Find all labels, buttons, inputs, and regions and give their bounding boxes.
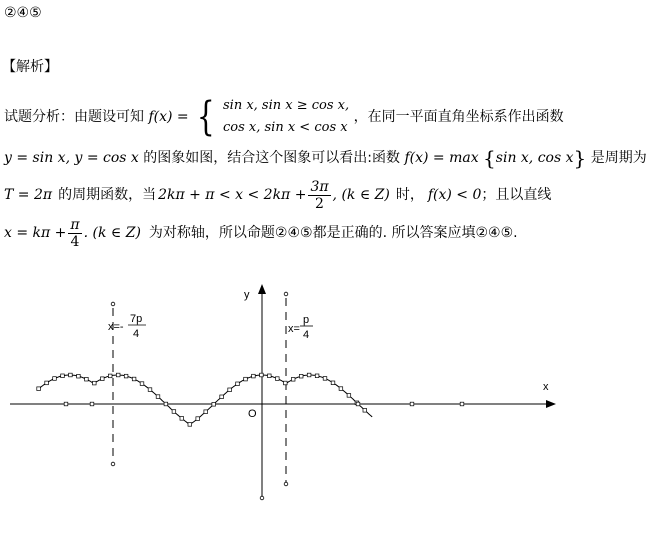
curve-marker <box>220 395 224 399</box>
x-axis-label: x <box>543 381 549 393</box>
axis-marker <box>460 402 464 406</box>
curve-marker <box>101 377 105 381</box>
axis-marker <box>410 402 414 406</box>
line4-frac-den: 4 <box>70 233 80 250</box>
analysis-line-1 <box>4 95 564 139</box>
line3-frac-num: 3π <box>310 178 329 195</box>
axis-marker <box>356 402 360 406</box>
curve-marker <box>323 377 327 381</box>
line2-fmax: f(x) = max <box>404 150 479 166</box>
curve-marker <box>85 377 89 381</box>
case-1: sin x, sin x ≥ cos x, <box>223 98 350 113</box>
curve-marker <box>196 417 200 421</box>
left-line-bottom-marker <box>111 462 115 466</box>
curve-marker <box>347 394 351 398</box>
right-line-prefix: x= <box>288 323 300 335</box>
analysis-line-4 <box>4 216 518 250</box>
right-line-bottom-marker <box>284 482 288 486</box>
left-line-top-marker <box>111 302 115 306</box>
curve-marker <box>260 373 264 377</box>
line1-tail: ，在同一平面直角坐标系作出函数 <box>353 109 564 125</box>
axis-marker <box>90 402 94 406</box>
line3-frac-den: 2 <box>315 195 324 212</box>
line4-frac-num: π <box>70 216 80 233</box>
cases-brace-icon: { <box>196 94 215 140</box>
analysis-line-2 <box>4 148 647 168</box>
axis-marker <box>64 402 68 406</box>
right-line-num: p <box>303 314 310 326</box>
curve-marker <box>244 377 248 381</box>
curve-marker <box>212 403 216 407</box>
curve-marker <box>140 382 144 386</box>
curve-marker <box>188 423 192 427</box>
set-open-brace-icon: { <box>483 146 496 170</box>
curve-marker <box>148 388 152 392</box>
line3-period: T = 2π <box>4 187 53 203</box>
curve-marker <box>156 395 160 399</box>
curve-marker <box>53 377 57 381</box>
curve-marker <box>315 374 319 378</box>
left-line-den: 4 <box>133 328 140 340</box>
piecewise-cases <box>223 95 349 139</box>
y-axis-arrow-icon <box>258 284 266 294</box>
line3-fneg: f(x) < 0 <box>427 187 482 203</box>
curve-marker <box>116 373 120 377</box>
x-axis-arrow-icon <box>546 400 556 408</box>
section-title: 【解析】 <box>2 59 58 75</box>
line3-fraction <box>308 179 330 212</box>
curve-marker <box>132 377 136 381</box>
origin-label: O <box>248 408 257 420</box>
y-axis-end-marker <box>260 496 264 500</box>
set-close-brace-icon: } <box>573 146 587 170</box>
curve-marker <box>172 410 176 414</box>
analysis-line-3 <box>4 178 551 212</box>
line4-text-1: 为对称轴，所以命题②④⑤都是正确的. 所以答案应填②④⑤. <box>148 225 518 241</box>
right-line-den: 4 <box>303 329 310 341</box>
left-line-prefix: x=- <box>108 321 124 333</box>
curve-marker <box>299 374 303 378</box>
curve-marker <box>331 381 335 385</box>
line2-set: sin x, cos x <box>495 150 574 166</box>
curve-marker <box>204 410 208 414</box>
answer-line: ②④⑤ <box>4 5 42 21</box>
line1-fx: f(x) = <box>148 109 189 125</box>
curve-marker <box>93 381 97 385</box>
curve-marker <box>276 377 280 381</box>
case-2: cos x, sin x < cos x <box>223 120 348 135</box>
curve-marker <box>164 402 168 406</box>
line3-text-2: 时， <box>395 187 424 203</box>
curve-marker <box>69 373 73 377</box>
max-sin-cos-curve <box>39 375 373 424</box>
curve-marker <box>291 378 295 382</box>
curve-line <box>39 375 373 424</box>
line4-lhs: x = kπ + <box>4 225 67 241</box>
left-line-num: 7p <box>130 313 143 325</box>
curve-marker <box>268 374 272 378</box>
curve-marker <box>77 374 81 378</box>
curve-marker <box>61 374 65 378</box>
right-line-top-marker <box>284 292 288 296</box>
curve-marker <box>363 409 367 413</box>
line3-ineq-a: 2kπ + π < x < 2kπ + <box>158 187 307 203</box>
function-graph <box>0 280 630 560</box>
line3-text-1: 的周期函数，当 <box>58 187 157 203</box>
curve-marker <box>339 387 343 391</box>
line4-cond: . (k ∈ Z) <box>83 225 141 241</box>
curve-marker <box>284 381 288 385</box>
curve-marker <box>37 387 41 391</box>
curve-marker <box>108 374 112 378</box>
curve-marker <box>180 417 184 421</box>
line1-lead: 试题分析：由题设可知 <box>4 109 144 125</box>
curve-marker <box>124 374 128 378</box>
curve-marker <box>228 388 232 392</box>
curve-marker <box>236 382 240 386</box>
line2-text-2: 是周期为 <box>590 150 647 166</box>
y-axis-label: y <box>244 289 250 301</box>
line4-fraction <box>68 217 81 250</box>
curve-marker <box>45 381 49 385</box>
line2-text-1: 的图象如图，结合这个图象可以看出:函数 <box>143 150 400 166</box>
line3-ineq-b: , (k ∈ Z) <box>332 187 390 203</box>
line3-text-3: ；且以直线 <box>481 187 552 203</box>
line2-funcs: y = sin x, y = cos x <box>4 150 139 166</box>
curve-marker <box>307 373 311 377</box>
curve-marker <box>252 374 256 378</box>
